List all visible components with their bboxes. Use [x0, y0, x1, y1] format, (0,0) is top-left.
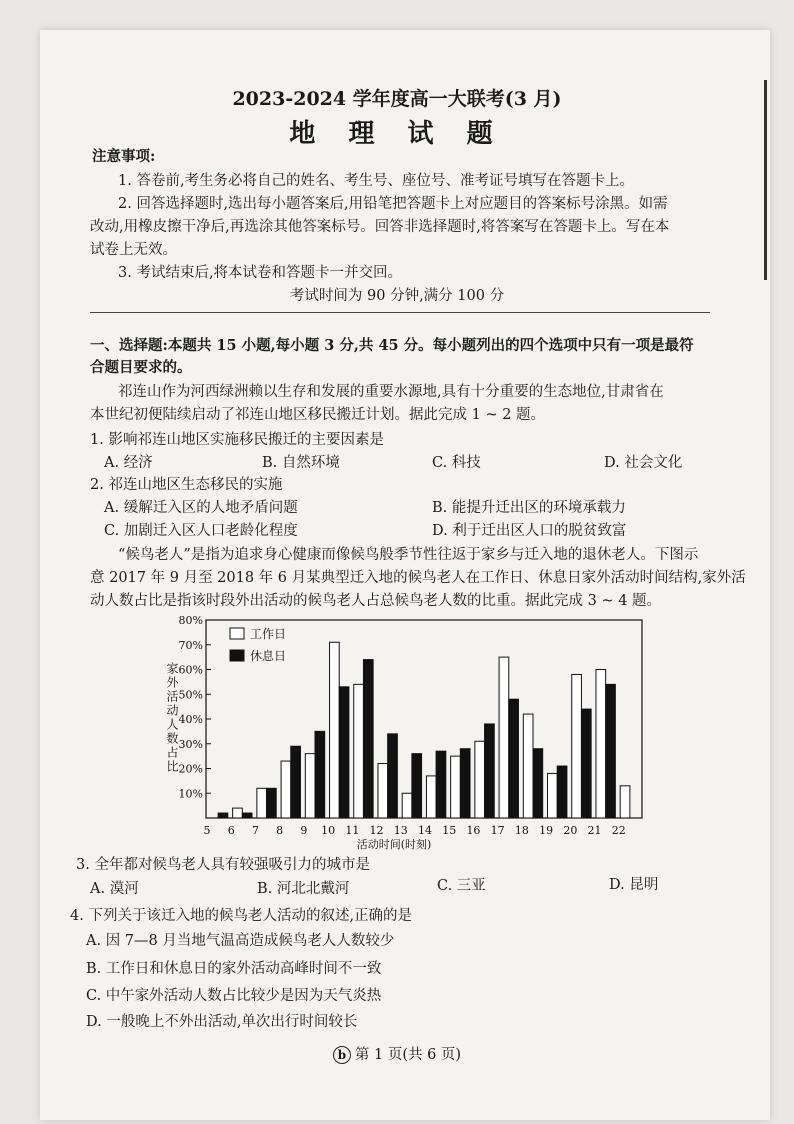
q3-stem: 3. 全年都对候鸟老人具有较强吸引力的城市是	[76, 857, 370, 873]
bar-workday	[572, 674, 582, 818]
version-badge: b	[333, 1046, 351, 1064]
q2-option-b: B. 能提升迁出区的环境承载力	[432, 500, 626, 516]
x-tick-label: 20	[563, 824, 578, 837]
intro2-line1: “候鸟老人”是指为追求身心健康而像候鸟般季节性往返于家乡与迁入地的退休老人。下图示	[118, 547, 699, 563]
x-tick-label: 6	[227, 824, 235, 837]
q4-option-d: D. 一般晚上不外出活动,单次出行时间较长	[86, 1014, 358, 1030]
notice-item-2: 2. 回答选择题时,选出每小题答案后,用铅笔把答题卡上对应题目的答案标号涂黑。如需	[118, 196, 668, 212]
bar-restday	[315, 731, 325, 818]
bar-workday	[596, 670, 606, 819]
bar-restday	[267, 788, 277, 818]
x-tick-label: 17	[490, 824, 505, 837]
bar-workday	[451, 756, 461, 818]
y-tick-label: 40%	[178, 713, 203, 726]
page-footer	[0, 1043, 794, 1064]
bar-restday	[460, 749, 470, 818]
bar-workday	[620, 786, 630, 818]
x-tick-label: 14	[418, 824, 432, 837]
bar-workday	[305, 754, 315, 818]
q3-option-d: D. 昆明	[609, 877, 659, 893]
notice-heading: 注意事项:	[92, 148, 156, 165]
q4-option-a: A. 因 7—8 月当地气温高造成候鸟老人人数较少	[86, 933, 395, 949]
q2-option-c: C. 加剧迁入区人口老龄化程度	[104, 523, 298, 539]
bar-restday	[363, 660, 373, 818]
intro2-line2: 意 2017 年 9 月至 2018 年 6 月某典型迁入地的候鸟老人在工作日、休息日家外活动时间结构,家外活	[90, 570, 746, 586]
notice-item-3: 3. 考试结束后,将本试卷和答题卡一并交回。	[118, 265, 403, 281]
q1-option-d: D. 社会文化	[604, 455, 683, 471]
bar-restday	[242, 813, 252, 818]
bar-restday	[218, 813, 228, 818]
y-tick-label: 10%	[178, 787, 203, 801]
bar-restday	[339, 687, 349, 818]
q1-option-b: B. 自然环境	[262, 455, 340, 471]
x-tick-label: 7	[251, 824, 259, 837]
legend-swatch	[230, 650, 244, 661]
x-tick-label: 13	[393, 824, 408, 837]
bar-restday	[509, 699, 519, 818]
bar-restday	[606, 684, 616, 818]
exam-title: 2023-2024 学年度高一大联考(3 月)	[232, 88, 562, 110]
bar-workday	[426, 776, 436, 818]
q4-option-c: C. 中午家外活动人数占比较少是因为天气炎热	[86, 988, 382, 1004]
x-tick-label: 21	[587, 824, 602, 837]
activity-bar-chart	[158, 612, 678, 851]
intro1-line2: 本世纪初便陆续启动了祁连山地区移民搬迁计划。据此完成 1 ~ 2 题。	[90, 407, 546, 423]
x-tick-label: 8	[276, 824, 284, 837]
x-axis-label: 活动时间(时刻)	[356, 838, 432, 851]
bar-workday	[548, 773, 558, 818]
bar-workday	[281, 761, 291, 818]
legend-label: 休息日	[250, 649, 287, 663]
x-tick-label: 11	[345, 824, 360, 837]
x-tick-label: 19	[539, 824, 554, 837]
page-number: 第 1 页(共 6 页)	[354, 1047, 462, 1063]
y-tick-label: 20%	[178, 762, 203, 776]
notice-item-2-cont: 改动,用橡皮擦干净后,再选涂其他答案标号。回答非选择题时,将答案写在答题卡上。写在本	[90, 219, 670, 235]
x-tick-label: 18	[514, 824, 529, 837]
y-axis-label: 家外活动人数占比	[165, 662, 179, 774]
x-tick-label: 12	[369, 824, 384, 837]
bar-restday	[581, 709, 591, 818]
q1-stem: 1. 影响祁连山地区实施移民搬迁的主要因素是	[90, 432, 384, 448]
q1-option-a: A. 经济	[104, 455, 153, 471]
x-tick-label: 16	[466, 824, 481, 837]
bar-workday	[499, 657, 509, 818]
bar-workday	[330, 642, 340, 818]
subject-title: 地 理 试 题	[289, 119, 505, 149]
q1-option-c: C. 科技	[432, 455, 481, 471]
q3-option-c: C. 三亚	[437, 878, 486, 894]
bar-workday	[354, 684, 364, 818]
x-tick-label: 10	[321, 824, 336, 837]
bar-workday	[378, 764, 388, 818]
notice-item-1: 1. 答卷前,考生务必将自己的姓名、考生号、座位号、准考证号填写在答题卡上。	[118, 173, 635, 189]
y-tick-label: 30%	[178, 737, 203, 751]
section-heading-line2: 合题目要求的。	[90, 359, 192, 376]
intro1-line1: 祁连山作为河西绿洲赖以生存和发展的重要水源地,具有十分重要的生态地位,甘肃省在	[118, 384, 664, 400]
q3-option-b: B. 河北北戴河	[257, 881, 350, 897]
y-tick-label: 80%	[178, 614, 203, 627]
y-tick-label: 60%	[178, 663, 203, 677]
legend-swatch	[230, 628, 244, 639]
x-tick-label: 9	[300, 824, 308, 837]
bar-workday	[257, 788, 267, 818]
bar-restday	[436, 751, 446, 818]
y-tick-label: 70%	[178, 638, 203, 652]
q2-option-d: D. 利于迁出区人口的脱贫致富	[432, 523, 627, 539]
q4-stem: 4. 下列关于该迁入地的候鸟老人活动的叙述,正确的是	[70, 908, 413, 924]
bar-restday	[533, 749, 543, 818]
bar-workday	[475, 741, 485, 818]
q3-option-a: A. 漠河	[90, 881, 139, 897]
bar-workday	[402, 793, 412, 818]
x-tick-label: 5	[203, 824, 211, 837]
bar-restday	[412, 754, 422, 818]
q2-option-a: A. 缓解迁入区的人地矛盾问题	[104, 500, 298, 516]
intro2-line3: 动人数占比是指该时段外出活动的候鸟老人占总候鸟老人数的比重。据此完成 3 ~ 4 题。	[90, 593, 662, 609]
q4-option-b: B. 工作日和休息日的家外活动高峰时间不一致	[86, 961, 382, 977]
exam-time-note: 考试时间为 90 分钟,满分 100 分	[289, 288, 505, 304]
bar-restday	[557, 766, 567, 818]
q2-stem: 2. 祁连山地区生态移民的实施	[90, 477, 283, 493]
bar-workday	[233, 808, 243, 818]
bar-workday	[523, 714, 533, 818]
x-tick-label: 22	[611, 824, 626, 837]
y-tick-label: 50%	[178, 688, 203, 702]
x-tick-label: 15	[442, 824, 457, 837]
bar-restday	[485, 724, 495, 818]
bar-restday	[291, 746, 301, 818]
bar-restday	[388, 734, 398, 818]
divider-line	[90, 312, 710, 313]
section-heading-line1: 一、选择题:本题共 15 小题,每小题 3 分,共 45 分。每小题列出的四个选项中只有一项是最符	[90, 337, 694, 354]
legend-label: 工作日	[250, 627, 287, 641]
notice-item-2-end: 试卷上无效。	[90, 242, 177, 258]
